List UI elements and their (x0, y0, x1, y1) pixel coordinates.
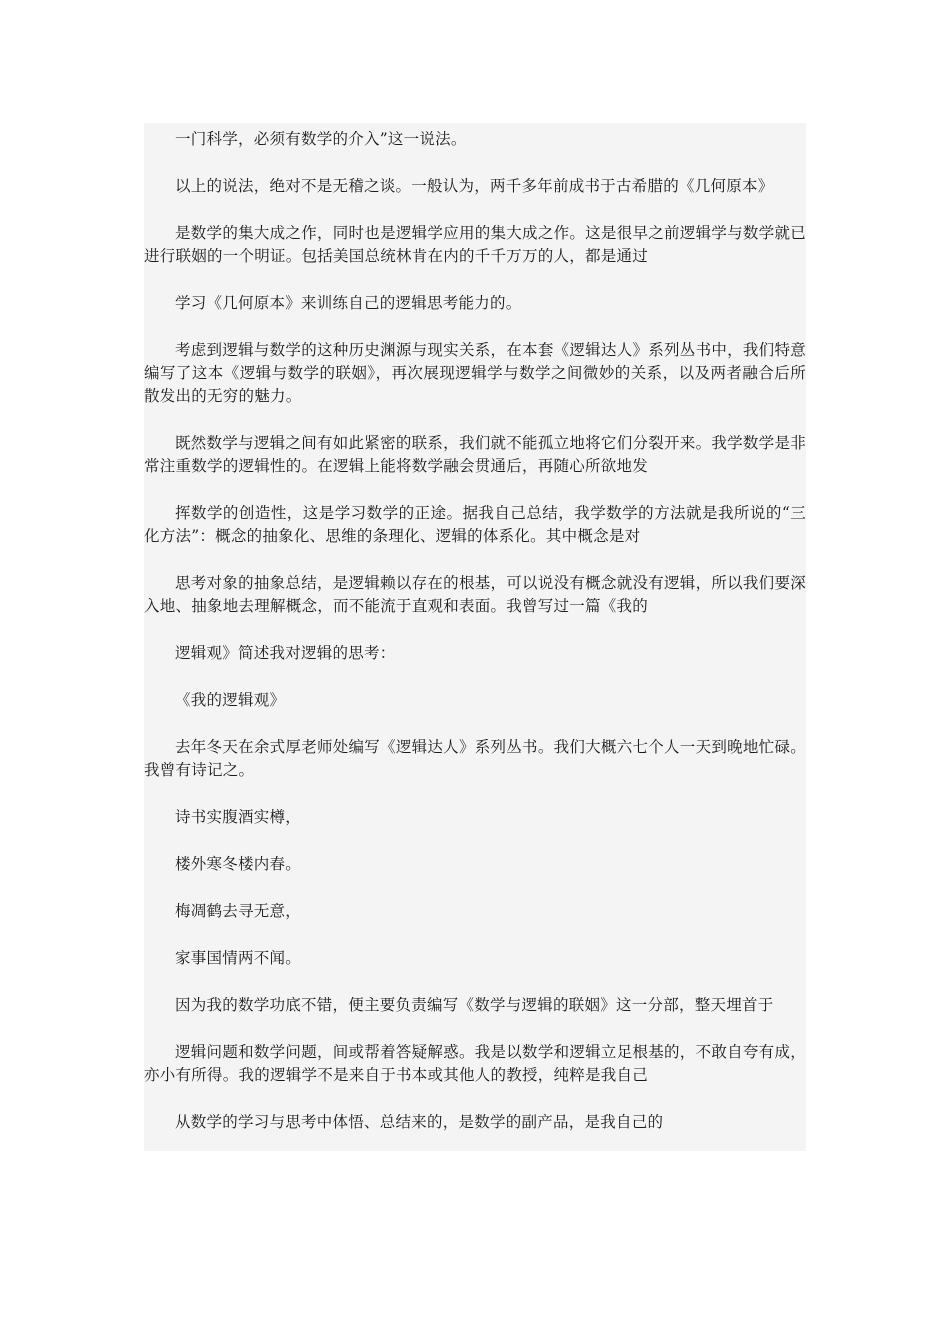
paragraph: 逻辑观》简述我对逻辑的思考： (175, 644, 396, 662)
paragraph: 学习《几何原本》来训练自己的逻辑思考能力的。 (175, 294, 522, 312)
paragraph: 考虑到逻辑与数学的这种历史渊源与现实关系，在本套《逻辑达人》系列丛书中，我们特意编写了这本《逻辑与数学的联姻》，再次展现逻辑学与数学之间微妙的关系，以及两者融合后所散发出的无穷的魅力。 (144, 341, 806, 405)
paragraph: 思考对象的抽象总结，是逻辑赖以存在的根基，可以说没有概念就没有逻辑，所以我们要深入地、抽象地去理解概念，而不能流于直观和表面。我曾写过一篇《我的 (144, 574, 806, 615)
poem-line: 梅凋鹤去寻无意， (175, 902, 302, 920)
poem-line: 家事国情两不闻。 (175, 949, 302, 967)
poem-line: 诗书实腹酒实樽， (175, 808, 302, 826)
paragraph: 去年冬天在余式厚老师处编写《逻辑达人》系列丛书。我们大概六七个人一天到晚地忙碌。我曾有诗记之。 (144, 738, 806, 779)
paragraph: 既然数学与逻辑之间有如此紧密的联系，我们就不能孤立地将它们分裂开来。我学数学是非常注重数学的逻辑性的。在逻辑上能将数学融会贯通后，再随心所欲地发 (144, 434, 806, 475)
paragraph: 逻辑问题和数学问题，间或帮着答疑解惑。我是以数学和逻辑立足根基的，不敢自夸有成，亦小有所得。我的逻辑学不是来自于书本或其他人的教授，纯粹是我自己 (144, 1043, 806, 1084)
paragraph: 是数学的集大成之作，同时也是逻辑学应用的集大成之作。这是很早之前逻辑学与数学就已进行联姻的一个明证。包括美国总统林肯在内的千千万万的人，都是通过 (144, 224, 806, 265)
paragraph: 一门科学，必须有数学的介入”这一说法。 (175, 130, 467, 148)
poem-line: 楼外寒冬楼内春。 (175, 855, 302, 873)
text-block (144, 123, 806, 1151)
paragraph: 以上的说法，绝对不是无稽之谈。一般认为，两千多年前成书于古希腊的《几何原本》 (175, 177, 774, 195)
paragraph: 因为我的数学功底不错，便主要负责编写《数学与逻辑的联姻》这一分部，整天埋首于 (175, 996, 774, 1014)
paragraph: 挥数学的创造性，这是学习数学的正途。据我自己总结，我学数学的方法就是我所说的“三化方法”：概念的抽象化、思维的条理化、逻辑的体系化。其中概念是对 (144, 504, 806, 545)
essay-title: 《我的逻辑观》 (175, 691, 286, 709)
paragraph: 从数学的学习与思考中体悟、总结来的，是数学的副产品，是我自己的 (175, 1113, 664, 1131)
